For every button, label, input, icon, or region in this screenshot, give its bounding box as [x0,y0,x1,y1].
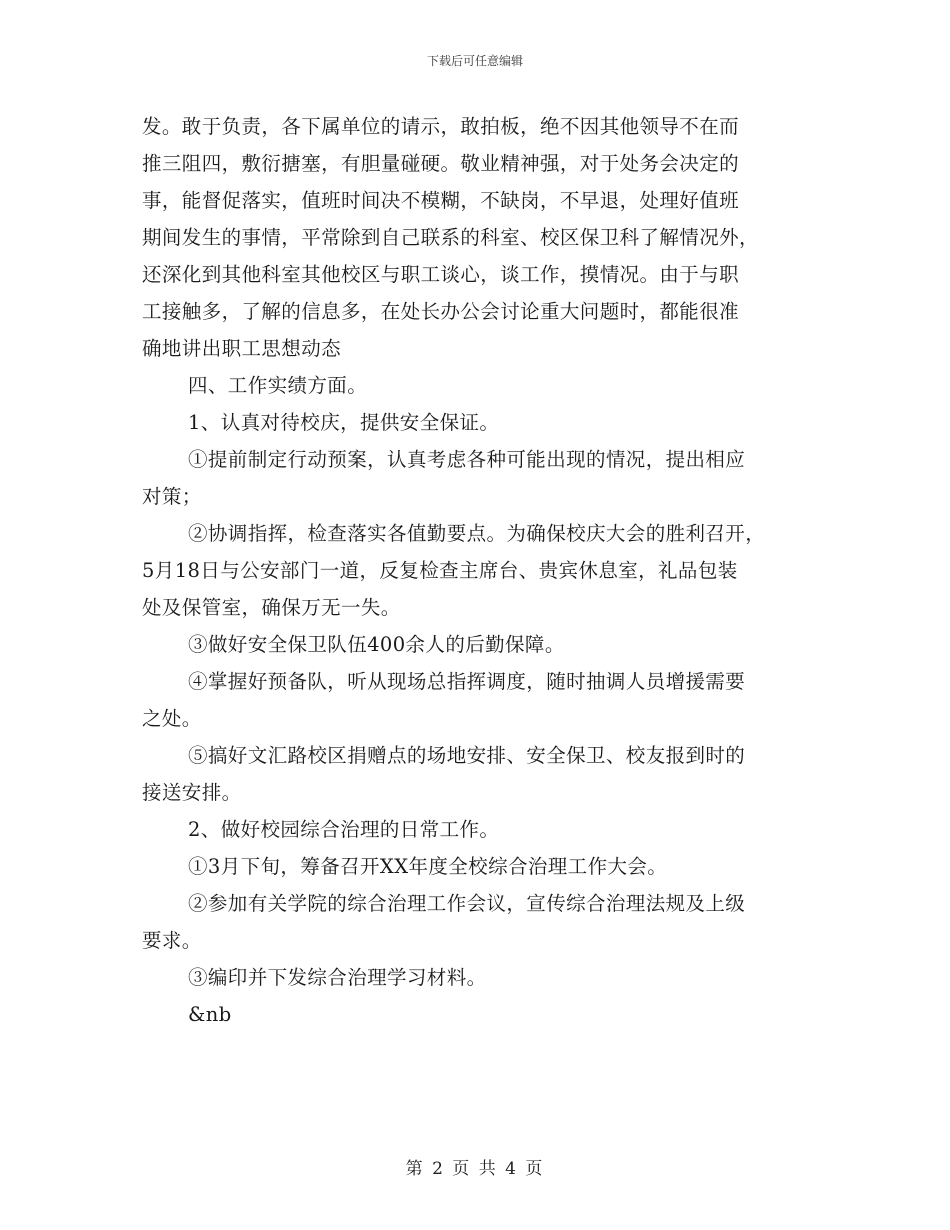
text-line: 发。敢于负责，各下属单位的请示，敢拍板，绝不因其他领导不在而 [142,115,740,138]
text-line: 要求。 [142,929,202,952]
subsection-heading: 2、做好校园综合治理的日常工作。 [188,818,500,841]
text-line: ⑤搞好文汇路校区捐赠点的场地安排、安全保卫、校友报到时的 [188,744,746,767]
text-line: ④掌握好预备队，听从现场总指挥调度，随时抽调人员增援需要 [188,670,746,693]
text-line: 之处。 [142,707,202,730]
text-line: 接送安排。 [142,781,242,804]
text-line: &nb [188,1003,232,1026]
text-line: 推三阻四，敷衍搪塞，有胆量碰硬。敬业精神强，对于处务会决定的 [142,152,740,175]
text-line: 5月18日与公安部门一道，反复检查主席台、贵宾休息室，礼品包装 [142,559,738,582]
text-line: 期间发生的事情，平常除到自己联系的科室、校区保卫科了解情况外， [142,226,759,249]
text-line: 事，能督促落实，值班时间决不模糊，不缺岗，不早退，处理好值班 [142,189,740,212]
page-number-footer: 第 2 页 共 4 页 [405,1159,545,1179]
page-header: 下载后可任意编辑 [426,54,523,68]
text-line: 对策； [142,485,202,508]
text-line: ③编印并下发综合治理学习材料。 [188,966,487,989]
text-line: ①提前制定行动预案，认真考虑各种可能出现的情况，提出相应 [188,448,746,471]
text-line: 处及保管室，确保万无一失。 [142,596,401,619]
text-line: ②参加有关学院的综合治理工作会议，宣传综合治理法规及上级 [188,892,746,915]
text-line: 工接触多，了解的信息多，在处长办公会讨论重大问题时，都能很准 [142,300,740,323]
document-body [142,108,822,1033]
section-heading: 四、工作实绩方面。 [188,374,368,397]
text-line: ②协调指挥，检查落实各值勤要点。为确保校庆大会的胜利召开， [188,522,766,545]
text-line: 还深化到其他科室其他校区与职工谈心，谈工作，摸情况。由于与职 [142,263,740,286]
subsection-heading: 1、认真对待校庆，提供安全保证。 [188,411,500,434]
text-line: 确地讲出职工思想动态 [142,337,342,360]
text-line: ①3月下旬，筹备召开XX年度全校综合治理工作大会。 [188,855,668,878]
text-line: ③做好安全保卫队伍400余人的后勤保障。 [188,633,565,656]
